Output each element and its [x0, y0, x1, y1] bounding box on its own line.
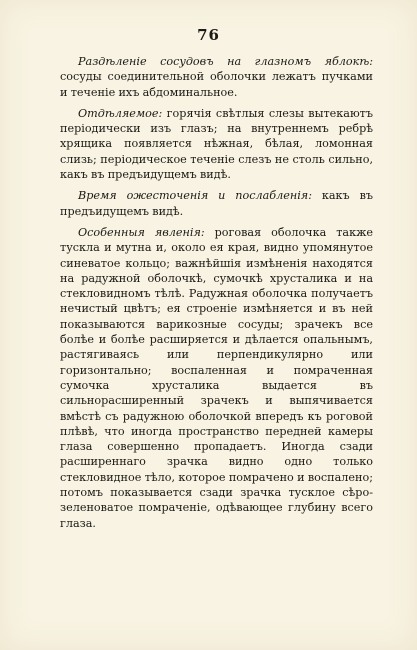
- page-number: 76: [197, 26, 220, 44]
- paragraph-discharge: [60, 106, 373, 182]
- page-text: [60, 54, 373, 531]
- paragraph-special-signs: [60, 225, 373, 531]
- paragraph-body: сосуды соединительной оболочки лежатъ пучками и теченіе ихъ абдоминальное.: [60, 70, 373, 99]
- paragraph-body: роговая оболочка также тускла и мутна и, около ея края, видно упомянутое синеватое кольцо; важнѣйшія измѣненія находятся на радужной оболочкѣ, сумочкѣ хрусталика и на стекловидномъ тѣлѣ. Радужная оболочка получаетъ нечистый цвѣтъ; ея строеніе измѣняется и въ ней показываются варикозные сосуды; зрачекъ все болѣе и болѣе расширяется и дѣлается опальнымъ, растягиваясь или перпендикулярно или горизонтально; воспаленная и помраченная сумочка хрусталика выдается въ сильнорасширенный зрачекъ и выпячивается вмѣстѣ съ радужною оболочкой впередъ къ роговой плѣвѣ, что иногда пространство передней камеры глаза совершенно пропадаетъ. Иногда сзади расширеннаго зрачка видно одно только стекловидное тѣло, которое помрачено и воспалено; потомъ показывается сзади зрачка тусклое сѣро-зеленоватое помраченіе, одѣвающее глубину всего глаза.: [60, 225, 373, 530]
- paragraph-body: какъ въ предъидущемъ видѣ.: [60, 189, 373, 218]
- paragraph-heading: Отдѣляемое:: [78, 106, 163, 120]
- paragraph-heading: Раздѣленіе сосудовъ на глазномъ яблокѣ:: [78, 55, 373, 68]
- paragraph-heading: Особенныя явленія:: [78, 225, 205, 239]
- paragraph-heading: Время ожесточенія и послабленія:: [78, 189, 312, 203]
- paragraph-vessels: [60, 54, 373, 100]
- paragraph-body: горячія свѣтлыя слезы вытекаютъ періодически изъ глазъ; на внутреннемъ ребрѣ хрящика появляется нѣжная, бѣлая, ломонная слизь; періодическое теченіе слезъ не столь сильно, какъ въ предъидущемъ видѣ.: [60, 106, 373, 182]
- paragraph-timing: [60, 188, 373, 219]
